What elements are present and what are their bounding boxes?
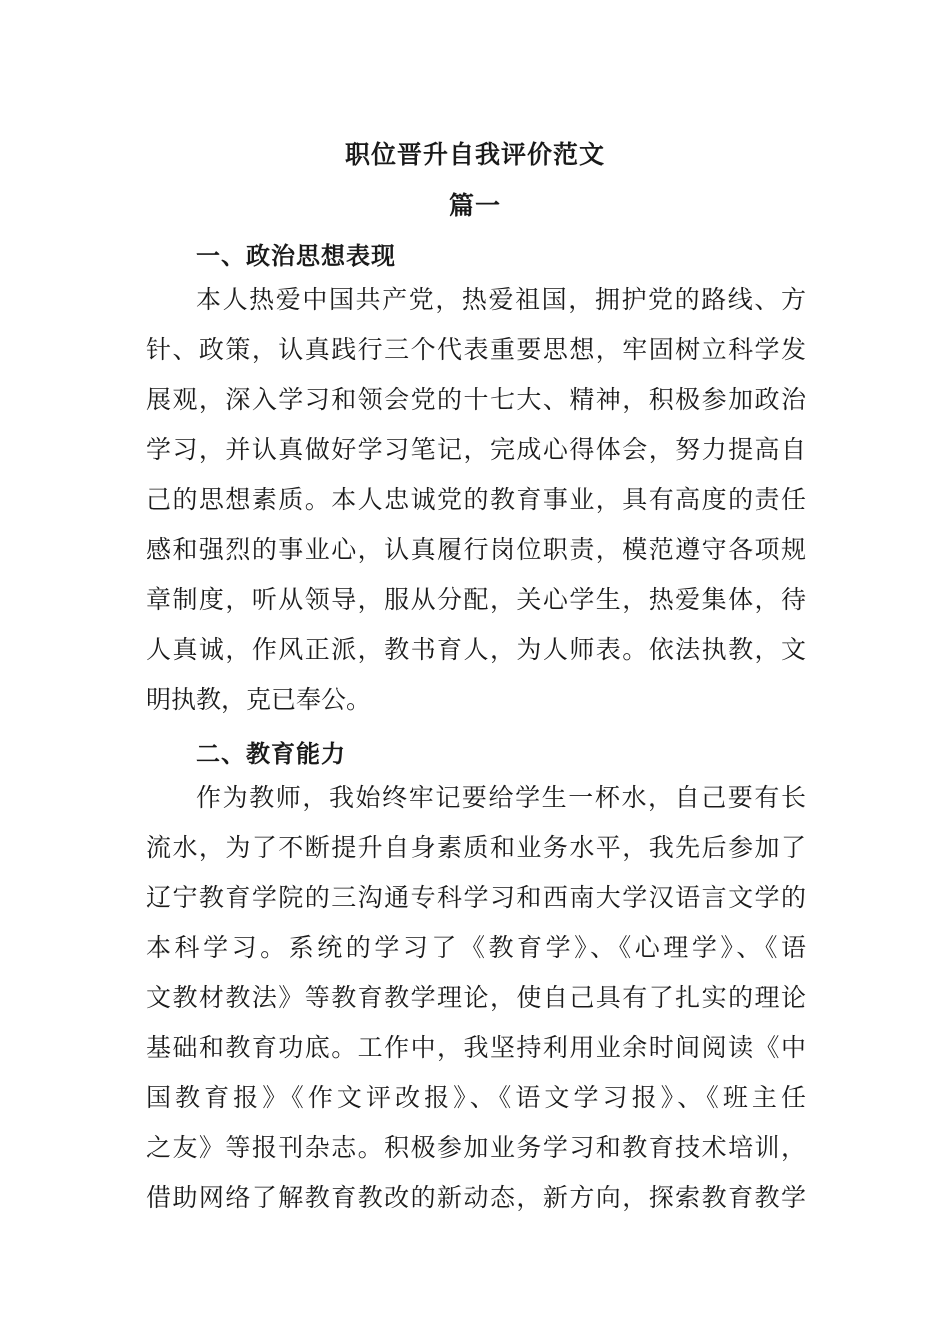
paragraph-line: 人真诚，作风正派，教书育人，为人师表。依法执教，文 (146, 635, 806, 664)
paragraph-line: 基础和教育功底。工作中，我坚持利用业余时间阅读《中 (146, 1033, 806, 1062)
paragraph-line: 明执教，克已奉公。 (146, 685, 372, 714)
paragraph-line: 针、政策，认真践行三个代表重要思想，牢固树立科学发 (146, 335, 806, 364)
paragraph-line: 辽宁教育学院的三沟通专科学习和西南大学汉语言文学的 (146, 883, 806, 912)
paragraph-line: 展观，深入学习和领会党的十七大、精神，积极参加政治 (146, 385, 806, 414)
paragraph-line: 本人热爱中国共产党，热爱祖国，拥护党的路线、方 (196, 285, 806, 314)
paragraph-line: 本科学习。系统的学习了《教育学》、《心理学》、《语 (146, 933, 806, 962)
document-title: 职位晋升自我评价范文 (344, 140, 605, 169)
paragraph-line: 之友》等报刊杂志。积极参加业务学习和教育技术培训， (146, 1133, 806, 1162)
document-subtitle: 篇一 (448, 191, 501, 220)
paragraph-education (146, 773, 806, 1223)
paragraph-line: 作为教师，我始终牢记要给学生一杯水，自己要有长 (196, 783, 806, 812)
paragraph-line: 感和强烈的事业心，认真履行岗位职责，模范遵守各项规 (146, 535, 806, 564)
paragraph-line: 国教育报》《作文评改报》、《语文学习报》、《班主任 (146, 1083, 806, 1112)
paragraph-line: 学习，并认真做好学习笔记，完成心得体会，努力提高自 (146, 435, 806, 464)
paragraph-political (146, 275, 806, 725)
section-heading-education: 二、教育能力 (196, 739, 346, 768)
paragraph-line: 章制度，听从领导，服从分配，关心学生，热爱集体，待 (146, 585, 806, 614)
paragraph-line: 流水，为了不断提升自身素质和业务水平，我先后参加了 (146, 833, 806, 862)
paragraph-line: 借助网络了解教育教改的新动态，新方向，探索教育教学 (146, 1183, 806, 1212)
paragraph-line: 己的思想素质。本人忠诚党的教育事业，具有高度的责任 (146, 485, 806, 514)
paragraph-line: 文教材教法》等教育教学理论，使自己具有了扎实的理论 (146, 983, 806, 1012)
section-heading-political: 一、政治思想表现 (196, 241, 396, 270)
